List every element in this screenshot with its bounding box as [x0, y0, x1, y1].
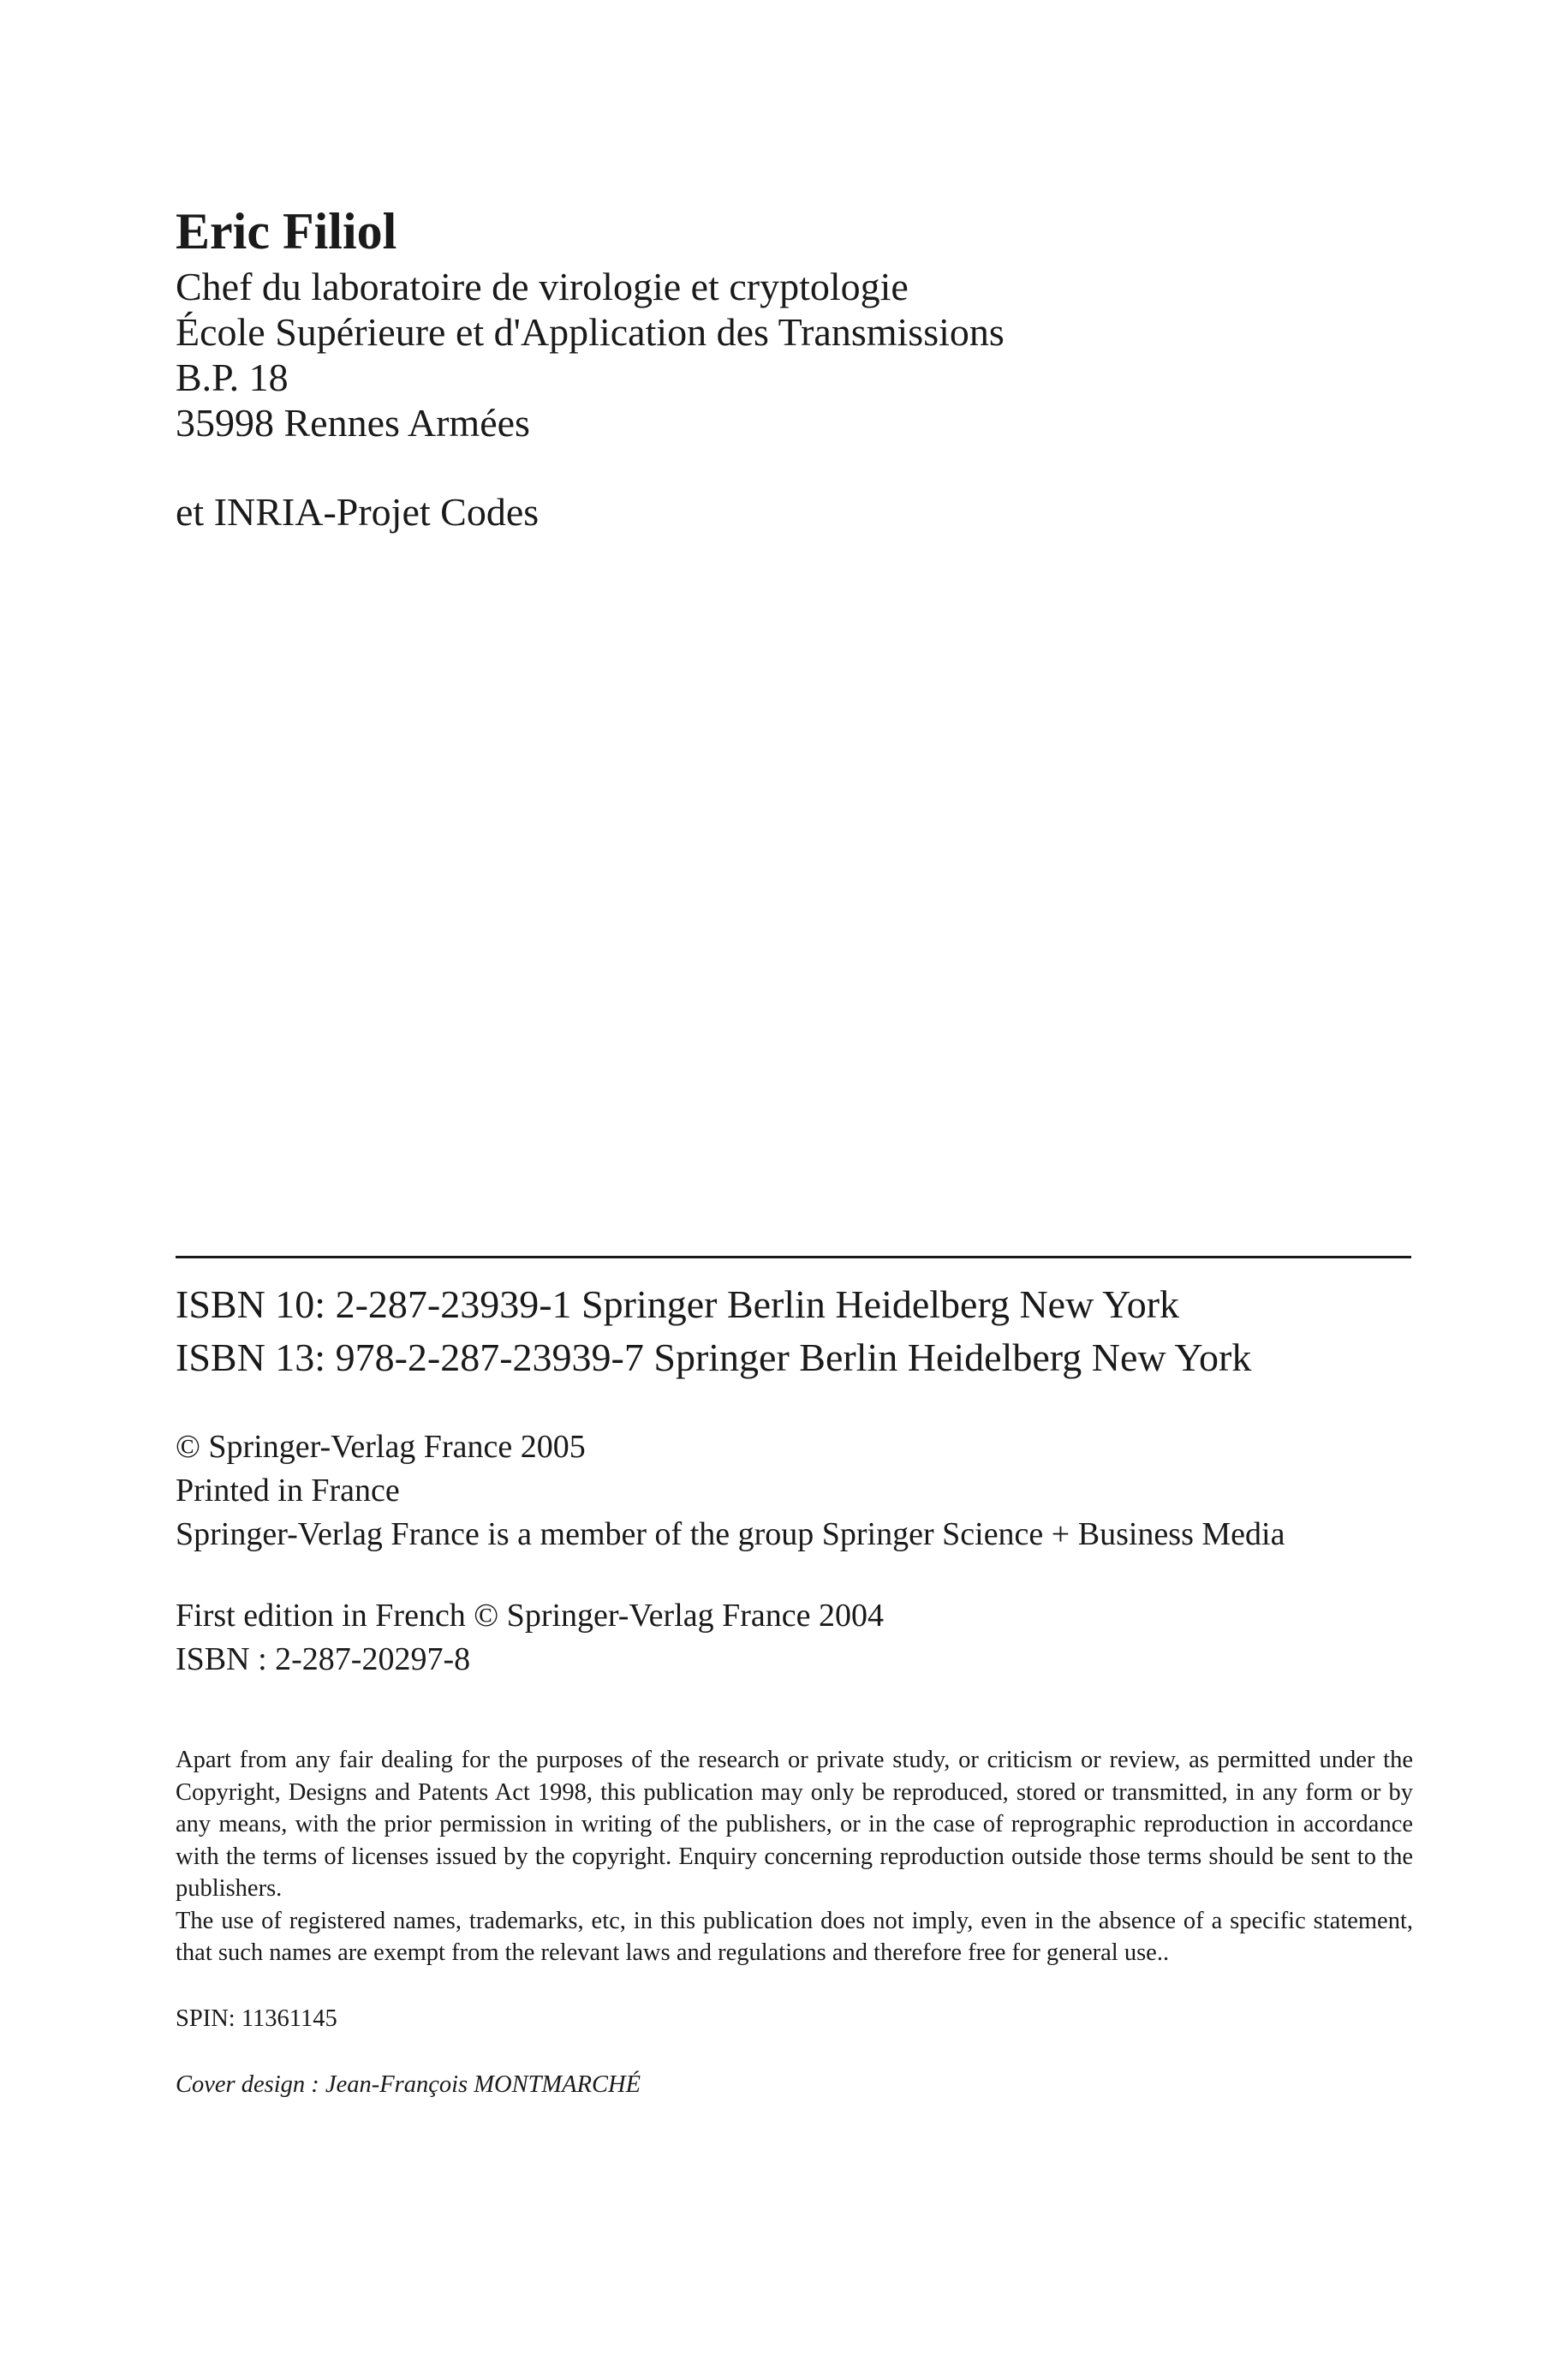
spin-number: SPIN: 11361145: [176, 2005, 337, 2032]
affiliation-line: 35998 Rennes Armées: [176, 401, 530, 445]
first-edition-isbn: ISBN : 2-287-20297-8: [176, 1641, 471, 1677]
also-affiliation: et INRIA-Projet Codes: [176, 490, 540, 534]
legal-paragraph: Apart from any fair dealing for the purposes of the research or private study, or criticism or review, as permitted under the Copyright, Designs and Patents Act 1998, this publication may only be reproduced, stored or transmitted, in any form or by any means, with the prior permission in writing of the publishers, or in the case of reprographic reproduction in accordance with the terms of licenses issued by the copyright. Enquiry concerning reproduction outside those terms should be sent to the publishers.: [176, 1747, 1413, 1902]
legal-paragraph: The use of registered names, trademarks, etc, in this publication does not imply, even in the absence of a specific statement, that such names are exempt from the relevant laws and regulations and therefore free for general use..: [176, 1907, 1413, 1966]
member-statement: Springer-Verlag France is a member of the group Springer Science + Business Media: [176, 1516, 1285, 1552]
affiliation-line: B.P. 18: [176, 356, 289, 399]
copyright-line: © Springer-Verlag France 2005: [176, 1429, 586, 1465]
affiliation-line: Chef du laboratoire de virologie et cryptologie: [176, 265, 909, 308]
author-name: Eric Filiol: [176, 203, 397, 260]
isbn-block: [176, 1278, 1413, 1384]
copyright-block: [176, 1425, 1413, 1556]
horizontal-rule: [176, 1256, 1411, 1258]
first-edition-block: [176, 1594, 1413, 1682]
first-edition-line: First edition in French © Springer-Verlag France 2004: [176, 1598, 885, 1634]
cover-design-credit: Cover design : Jean-François MONTMARCHÉ: [176, 2071, 641, 2098]
affiliation-line: École Supérieure et d'Application des Transmissions: [176, 310, 1005, 354]
author-block: [176, 199, 1413, 445]
printed-in: Printed in France: [176, 1473, 400, 1509]
isbn-10: ISBN 10: 2-287-23939-1 Springer Berlin Heidelberg New York: [176, 1282, 1180, 1326]
isbn-13: ISBN 13: 978-2-287-23939-7 Springer Berlin Heidelberg New York: [176, 1335, 1252, 1379]
legal-notice: [176, 1744, 1413, 1969]
